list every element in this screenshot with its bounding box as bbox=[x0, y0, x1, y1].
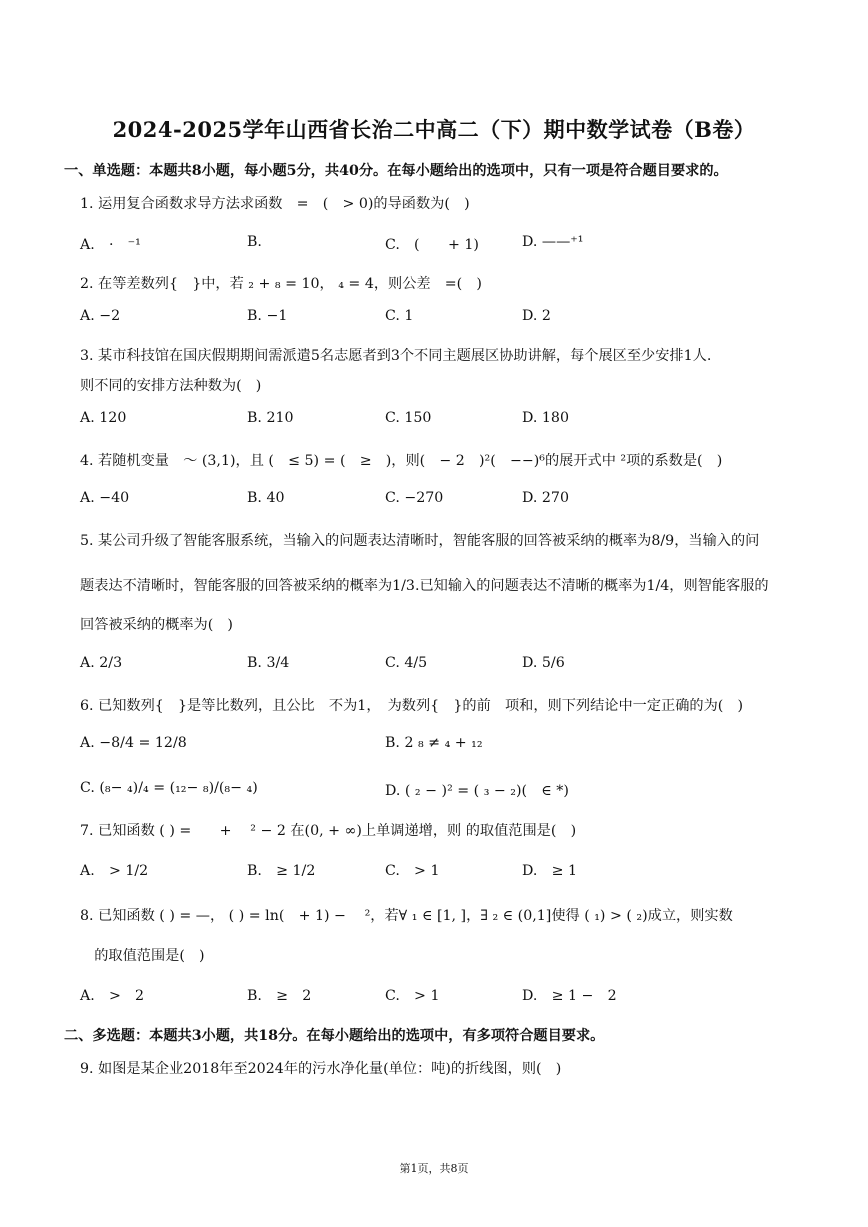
question-stem: 3. 某市科技馆在国庆假期期间需派遣5名志愿者到3个不同主题展区协助讲解，每个展区至少安排1人. bbox=[80, 348, 712, 364]
option-d: D. 270 bbox=[522, 490, 569, 506]
option-c: C. 1 bbox=[385, 308, 414, 324]
question-stem: 8. 已知函数 ( ) = —， ( ) = ln( + 1) − ²，若∀ ₁ ∈ [1, ]，∃ ₂ ∈ (0,1]使得 ( ₁) > ( ₂)成立，则实数 bbox=[80, 908, 733, 924]
option-b: B. 210 bbox=[247, 410, 294, 426]
option-b: B. bbox=[247, 234, 262, 250]
option-d: D. ≥ 1 bbox=[522, 863, 577, 879]
option-b: B. 2 ₈ ≠ ₄ + ₁₂ bbox=[385, 735, 483, 751]
option-b: B. ≥ 2 bbox=[247, 988, 312, 1004]
option-c: C. > 1 bbox=[385, 988, 440, 1004]
option-a: A. · ⁻¹ bbox=[80, 237, 141, 253]
page-footer: 第1页，共8页 bbox=[399, 1162, 469, 1175]
option-a: A. −2 bbox=[80, 308, 121, 324]
option-c: C. ( + 1) bbox=[385, 237, 479, 253]
option-c: C. > 1 bbox=[385, 863, 440, 879]
question-stem: 6. 已知数列{ }是等比数列，且公比 不为1， 为数列{ }的前 项和，则下列结论中一定正确的为( ) bbox=[80, 698, 744, 714]
question-stem-cont: 题表达不清晰时，智能客服的回答被采纳的概率为1/3.已知输入的问题表达不清晰的概率为1/4，则智能客服的 bbox=[80, 578, 769, 594]
option-c: C. 4/5 bbox=[385, 655, 428, 671]
option-d: D. ≥ 1 − 2 bbox=[522, 988, 617, 1004]
option-a: A. −8/4 = 12/8 bbox=[80, 735, 187, 751]
option-a: A. −40 bbox=[80, 490, 130, 506]
question-stem-cont: 的取值范围是( ) bbox=[80, 948, 205, 964]
option-c: C. −270 bbox=[385, 490, 444, 506]
option-a: A. > 2 bbox=[80, 988, 145, 1004]
option-a: A. > 1/2 bbox=[80, 863, 149, 879]
section-heading: 二、多选题：本题共3小题，共18分。在每小题给出的选项中，有多项符合题目要求。 bbox=[64, 1028, 605, 1044]
question-stem-cont: 回答被采纳的概率为( ) bbox=[80, 617, 233, 633]
question-stem: 1. 运用复合函数求导方法求函数 = ( > 0)的导函数为( ) bbox=[80, 196, 470, 212]
option-d: D. ( ₂ − )² = ( ₃ − ₂)( ∈ *) bbox=[385, 783, 569, 799]
question-stem: 7. 已知函数 ( ) = + ² − 2 在(0, + ∞)上单调递增，则 的取值范围是( ) bbox=[80, 823, 577, 839]
page-title: 2024-2025学年山西省长治二中高二（下）期中数学试卷（B卷） bbox=[112, 117, 756, 142]
option-a: A. 2/3 bbox=[80, 655, 123, 671]
option-d: D. 5/6 bbox=[522, 655, 565, 671]
question-stem-cont: 则不同的安排方法种数为( ) bbox=[80, 378, 262, 394]
option-d: D. 2 bbox=[522, 308, 551, 324]
question-stem: 4. 若随机变量 ～ (3,1)，且 ( ≤ 5) = ( ≥ )，则( − 2 )²( −−)⁶的展开式中 ²项的系数是( ) bbox=[80, 453, 723, 469]
option-c: C. (₈− ₄)/₄ = (₁₂− ₈)/(₈− ₄) bbox=[80, 780, 258, 796]
option-b: B. 3/4 bbox=[247, 655, 290, 671]
section-heading: 一、单选题：本题共8小题，每小题5分，共40分。在每小题给出的选项中，只有一项是符合题目要求的。 bbox=[64, 163, 728, 179]
option-b: B. 40 bbox=[247, 490, 285, 506]
question-stem: 9. 如图是某企业2018年至2024年的污水净化量(单位：吨)的折线图，则( ) bbox=[80, 1061, 562, 1077]
question-stem: 2. 在等差数列{ }中，若 ₂ + ₈ = 10， ₄ = 4，则公差 =( ) bbox=[80, 276, 482, 292]
option-c: C. 150 bbox=[385, 410, 432, 426]
option-d: D. ——⁺¹ bbox=[522, 234, 584, 250]
question-stem: 5. 某公司升级了智能客服系统，当输入的问题表达清晰时，智能客服的回答被采纳的概率为8/9，当输入的问 bbox=[80, 533, 760, 549]
option-d: D. 180 bbox=[522, 410, 569, 426]
option-a: A. 120 bbox=[80, 410, 127, 426]
option-b: B. −1 bbox=[247, 308, 288, 324]
option-b: B. ≥ 1/2 bbox=[247, 863, 316, 879]
